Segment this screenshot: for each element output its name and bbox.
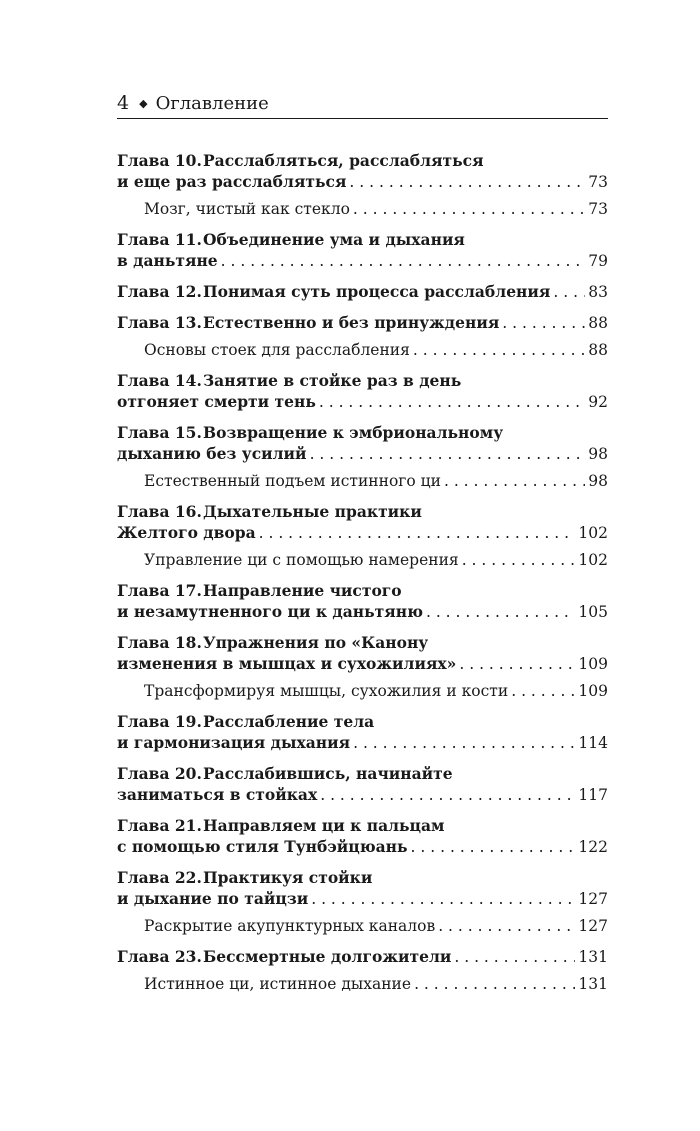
chapter-label: Глава 21.	[117, 816, 202, 835]
dot-leader	[320, 785, 575, 806]
chapter-entry-line	[117, 888, 608, 910]
chapter-page: 105	[578, 603, 608, 621]
chapter-title-line2: с помощью стиля Тунбэйцюань	[117, 837, 408, 856]
dot-leader	[310, 444, 586, 465]
chapter-label: Глава 20.	[117, 764, 202, 783]
chapter-title: Понимая суть процесса расслабления	[203, 282, 551, 301]
chapter-heading-line	[117, 150, 608, 171]
toc-chapter	[117, 763, 608, 806]
chapter-entry-line	[117, 312, 608, 334]
chapter-heading-text	[117, 946, 451, 967]
subentry-page: 127	[578, 917, 608, 935]
subentry-title: Естественный подъем истинного ци	[144, 472, 441, 490]
chapter-title-line1: Практикуя стойки	[203, 868, 373, 887]
table-of-contents	[117, 150, 608, 1004]
subentry-title: Раскрытие акупунктурных каналов	[144, 917, 436, 935]
header-title: Оглавление	[155, 92, 269, 114]
toc-chapter	[117, 946, 608, 995]
chapter-title-line1: Расслабившись, начинайте	[203, 764, 453, 783]
chapter-heading-line	[117, 763, 608, 784]
chapter-title: Естественно и без принуждения	[203, 313, 500, 332]
toc-chapter	[117, 312, 608, 361]
toc-chapter	[117, 867, 608, 937]
toc-chapter	[117, 632, 608, 702]
toc-chapter	[117, 229, 608, 272]
toc-subentry	[117, 471, 608, 492]
chapter-page: 88	[588, 314, 608, 332]
toc-chapter	[117, 815, 608, 858]
chapter-entry-line	[117, 836, 608, 858]
toc-subentry	[117, 974, 608, 995]
subentry-title: Мозг, чистый как стекло	[144, 200, 350, 218]
chapter-title-line2: и еще раз расслабляться	[117, 172, 347, 191]
chapter-title-line1: Возвращение к эмбриональному	[203, 423, 504, 442]
chapter-entry-line	[117, 281, 608, 303]
chapter-heading-line	[117, 711, 608, 732]
chapter-title-line2: Желтого двора	[117, 523, 256, 542]
chapter-title-line2: в даньтяне	[117, 251, 218, 270]
subentry-page: 109	[578, 682, 608, 700]
toc-chapter	[117, 711, 608, 754]
chapter-entry-line	[117, 946, 608, 968]
chapter-entry-line	[117, 732, 608, 754]
chapter-page: 102	[578, 524, 608, 542]
dot-leader	[459, 654, 575, 675]
dot-leader	[438, 916, 575, 937]
toc-subentry	[117, 550, 608, 571]
chapter-label: Глава 11.	[117, 230, 202, 249]
chapter-title-line2: и дыхание по тайцзи	[117, 889, 309, 908]
chapter-entry-line	[117, 601, 608, 623]
chapter-entry-line	[117, 250, 608, 272]
chapter-label: Глава 23.	[117, 947, 202, 966]
chapter-label: Глава 22.	[117, 868, 202, 887]
dot-leader	[553, 282, 585, 303]
chapter-title-line1: Дыхательные практики	[203, 502, 422, 521]
chapter-heading-line	[117, 867, 608, 888]
subentry-page: 102	[578, 551, 608, 569]
chapter-heading-line	[117, 229, 608, 250]
chapter-heading-line	[117, 632, 608, 653]
dot-leader	[511, 681, 575, 702]
toc-chapter	[117, 281, 608, 303]
chapter-entry-line	[117, 171, 608, 193]
dot-leader	[454, 947, 575, 968]
chapter-page: 117	[578, 786, 608, 804]
chapter-page: 79	[588, 252, 608, 270]
dot-leader	[311, 889, 575, 910]
subentry-page: 73	[588, 200, 608, 218]
chapter-title: Бессмертные долгожители	[203, 947, 452, 966]
chapter-page: 127	[578, 890, 608, 908]
chapter-page: 83	[588, 283, 608, 301]
diamond-icon: ◆	[139, 96, 148, 110]
chapter-label: Глава 13.	[117, 313, 202, 332]
chapter-label: Глава 19.	[117, 712, 202, 731]
toc-subentry	[117, 916, 608, 937]
toc-chapter	[117, 580, 608, 623]
chapter-title-line2: отгоняет смерти тень	[117, 392, 316, 411]
toc-chapter	[117, 150, 608, 220]
subentry-title: Управление ци с помощью намерения	[144, 551, 459, 569]
chapter-heading-line	[117, 580, 608, 601]
chapter-page: 98	[588, 445, 608, 463]
dot-leader	[462, 550, 576, 571]
chapter-page: 73	[588, 173, 608, 191]
chapter-heading-text	[117, 312, 499, 333]
chapter-title-line2: заниматься в стойках	[117, 785, 318, 804]
subentry-title: Основы стоек для расслабления	[144, 341, 410, 359]
subentry-title: Трансформируя мышцы, сухожилия и кости	[144, 682, 509, 700]
chapter-heading-line	[117, 815, 608, 836]
chapter-title-line1: Упражнения по «Канону	[203, 633, 429, 652]
chapter-title-line2: изменения в мышцах и сухожилиях»	[117, 654, 457, 673]
chapter-title-line1: Расслабляться, расслабляться	[203, 151, 484, 170]
chapter-label: Глава 12.	[117, 282, 202, 301]
chapter-title-line2: и гармонизация дыхания	[117, 733, 351, 752]
chapter-title-line1: Занятие в стойке раз в день	[203, 371, 462, 390]
chapter-page: 109	[578, 655, 608, 673]
chapter-page: 92	[588, 393, 608, 411]
chapter-title-line2: и незамутненного ци к даньтяню	[117, 602, 423, 621]
dot-leader	[319, 392, 585, 413]
chapter-title-line2: дыханию без усилий	[117, 444, 307, 463]
dot-leader	[349, 172, 585, 193]
subentry-title: Истинное ци, истинное дыхание	[144, 975, 412, 993]
chapter-page: 122	[578, 838, 608, 856]
chapter-title-line1: Объединение ума и дыхания	[203, 230, 465, 249]
chapter-label: Глава 17.	[117, 581, 202, 600]
dot-leader	[353, 733, 575, 754]
dot-leader	[353, 199, 585, 220]
toc-subentry	[117, 340, 608, 361]
subentry-page: 98	[588, 472, 608, 490]
toc-subentry	[117, 681, 608, 702]
running-header	[117, 88, 608, 119]
chapter-entry-line	[117, 653, 608, 675]
page-number: 4	[117, 92, 130, 114]
dot-leader	[502, 313, 585, 334]
toc-chapter	[117, 370, 608, 413]
chapter-entry-line	[117, 391, 608, 413]
subentry-page: 131	[578, 975, 608, 993]
toc-chapter	[117, 422, 608, 492]
dot-leader	[444, 471, 585, 492]
dot-leader	[413, 340, 585, 361]
dot-leader	[414, 974, 575, 995]
chapter-page: 131	[578, 948, 608, 966]
dot-leader	[426, 602, 575, 623]
chapter-label: Глава 14.	[117, 371, 202, 390]
subentry-page: 88	[588, 341, 608, 359]
toc-subentry	[117, 199, 608, 220]
chapter-label: Глава 16.	[117, 502, 202, 521]
chapter-heading-line	[117, 370, 608, 391]
chapter-label: Глава 15.	[117, 423, 202, 442]
toc-chapter	[117, 501, 608, 571]
chapter-heading-line	[117, 422, 608, 443]
chapter-entry-line	[117, 522, 608, 544]
dot-leader	[221, 251, 586, 272]
chapter-title-line1: Направляем ци к пальцам	[203, 816, 445, 835]
dot-leader	[259, 523, 576, 544]
chapter-title-line1: Направление чистого	[203, 581, 402, 600]
chapter-heading-line	[117, 501, 608, 522]
chapter-page: 114	[578, 734, 608, 752]
chapter-entry-line	[117, 784, 608, 806]
chapter-title-line1: Расслабление тела	[203, 712, 375, 731]
chapter-label: Глава 10.	[117, 151, 202, 170]
chapter-heading-text	[117, 281, 550, 302]
chapter-label: Глава 18.	[117, 633, 202, 652]
dot-leader	[411, 837, 576, 858]
chapter-entry-line	[117, 443, 608, 465]
